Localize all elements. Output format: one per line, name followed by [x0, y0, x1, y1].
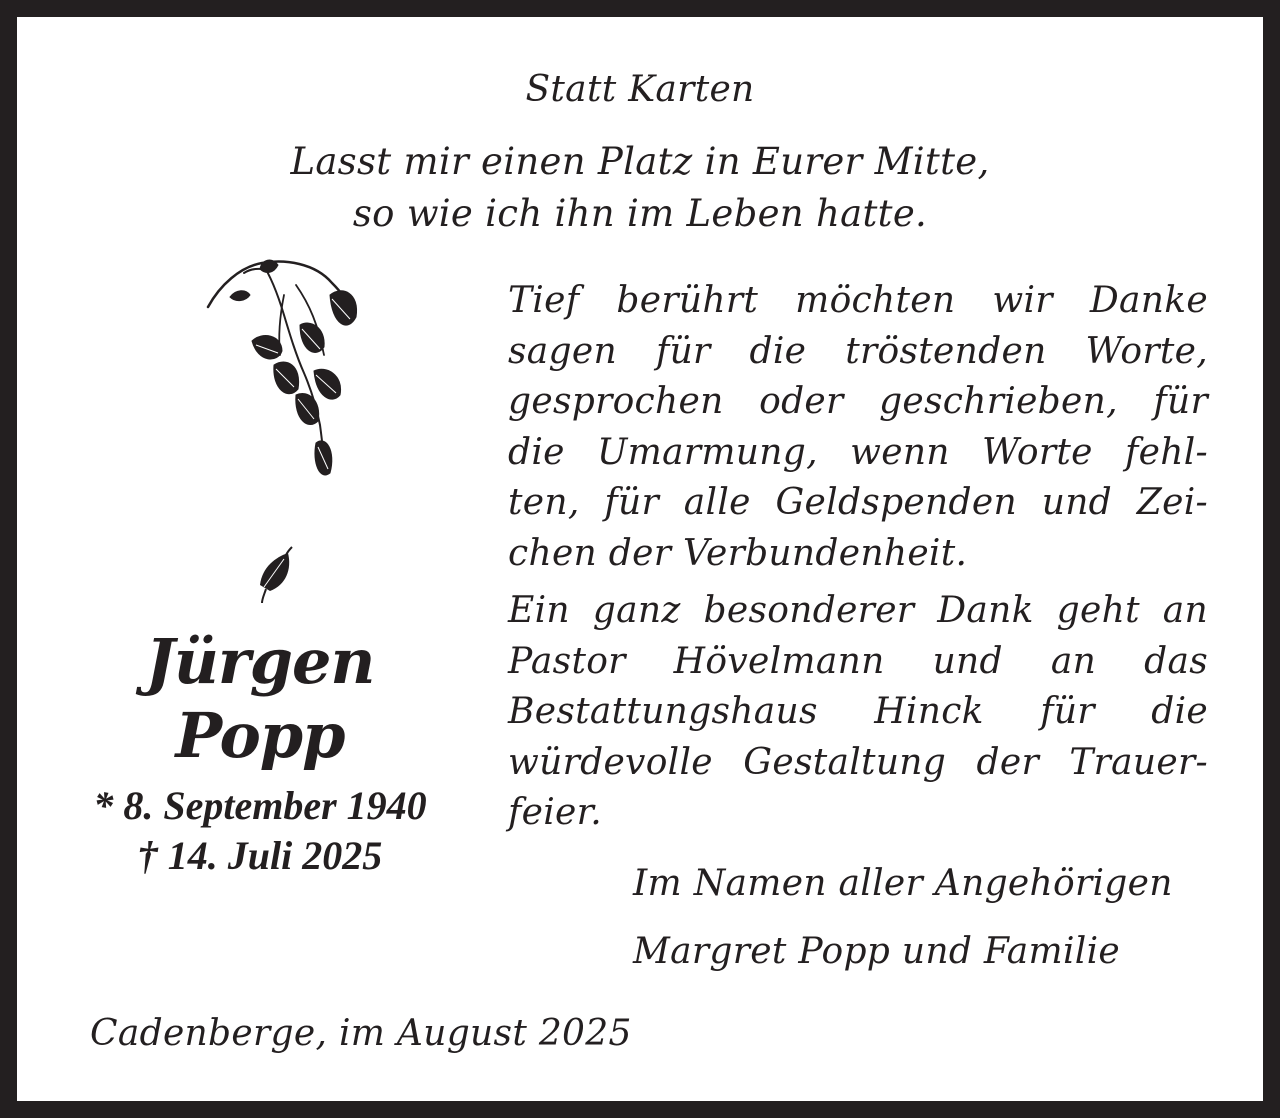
signatories: Margret Popp und Familie — [633, 931, 1121, 972]
thanks-line: die Umarmung, wenn Worte fehl- — [508, 431, 1208, 473]
thanks-line: feier. — [508, 792, 602, 833]
thanks-paragraph-2 — [508, 586, 1208, 839]
place-date: Cadenberge, im August 2025 — [90, 1013, 632, 1054]
thanks-line: ten, für alle Geldspenden und Zei- — [508, 482, 1208, 523]
falling-leaf-icon — [250, 545, 300, 607]
thanks-line: gesprochen oder geschrieben, für — [508, 381, 1208, 422]
thanks-line: chen der Verbundenheit. — [508, 532, 968, 574]
thanks-line: Ein ganz besonderer Dank geht an — [508, 590, 1208, 631]
thanks-line: Bestattungshaus Hinck für die — [508, 691, 1208, 732]
verse-line-2: so wie ich ihn im Leben hatte. — [352, 192, 928, 235]
branch-icon — [200, 255, 370, 485]
thanks-line: würdevolle Gestaltung der Trauer- — [508, 741, 1208, 783]
verse — [0, 136, 1280, 240]
thanks-line: sagen für die tröstenden Worte, — [508, 330, 1208, 372]
notice-heading: Statt Karten — [525, 69, 755, 110]
deceased-first-name: Jürgen — [145, 625, 375, 698]
deceased-last-name: Popp — [175, 699, 345, 772]
birth-date: * 8. September 1940 — [93, 783, 427, 828]
verse-line-1: Lasst mir einen Platz in Eurer Mitte, — [290, 140, 990, 183]
signoff-line: Im Namen aller Angehörigen — [633, 863, 1173, 904]
thanks-paragraph-1 — [508, 276, 1208, 579]
death-date: † 14. Juli 2025 — [137, 833, 383, 878]
thanks-line: Pastor Hövelmann und an das — [508, 640, 1208, 682]
thanks-line: Tief berührt möchten wir Danke — [508, 280, 1208, 321]
